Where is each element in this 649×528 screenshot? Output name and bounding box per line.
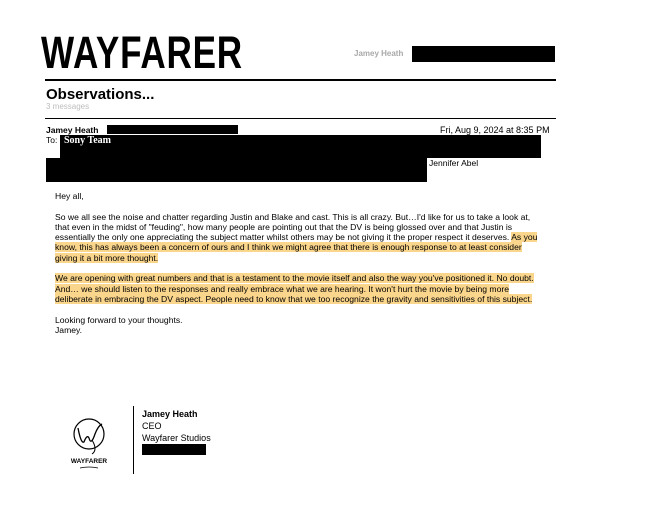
highlighted-text: As you know, this has always been a concern of ours and I think we might agree that there is enough response to at least consider giving it a bit more thought. — [55, 232, 538, 263]
highlighted-text: We are opening with great numbers and that is a testament to the movie itself and also the way you've positioned it. No doubt. And… we should listen to the responses and really embrace what we are hearing. It won't hurt the movie by being more deliberate in embracing the DV aspect. People need to know that we too recognize the gravity and sensitivities of this subject. — [55, 273, 534, 304]
redaction-block — [412, 46, 555, 62]
from-name: Jamey Heath — [46, 125, 99, 135]
signature-company: Wayfarer Studios — [142, 433, 211, 443]
closing — [55, 315, 545, 336]
signature-divider — [133, 406, 134, 474]
cc-recipient: Jennifer Abel — [429, 158, 479, 168]
paragraph-1 — [55, 212, 545, 263]
to-label: To: — [46, 135, 58, 145]
paragraph-2 — [55, 273, 545, 304]
wayfarer-logo: WAYFARER — [41, 27, 243, 78]
redaction-block — [142, 444, 206, 455]
signature-wordmark: WAYFARER — [70, 458, 108, 465]
redaction-block — [60, 135, 541, 158]
header-sender-name: Jamey Heath — [354, 49, 404, 58]
redaction-block — [107, 125, 238, 134]
wayfarer-emblem-icon — [62, 414, 116, 474]
email-date: Fri, Aug 9, 2024 at 8:35 PM — [440, 125, 550, 135]
email-subject: Observations... — [46, 86, 155, 103]
closing-name: Jamey. — [55, 324, 83, 335]
header-divider — [45, 79, 556, 81]
greeting: Hey all, — [55, 191, 84, 201]
to-recipient: Sony Team — [60, 135, 115, 146]
redaction-block — [46, 158, 427, 182]
closing-line: Looking forward to your thoughts. — [55, 314, 183, 325]
signature-name: Jamey Heath — [142, 409, 198, 419]
message-count: 3 messages — [46, 102, 90, 111]
subject-divider — [45, 118, 556, 119]
paragraph-1-text: So we all see the noise and chatter regarding Justin and Blake and cast. This is all crazy. But…I'd like for us to take a look at, that even in the midst of "feuding", how many people are pointing out that the DV is being glossed over and that Justin is essentially the only one appreciating the subject matter whilst others may be not giving it the proper respect it deserves. — [55, 211, 531, 243]
signature-title: CEO — [142, 421, 162, 431]
email-body — [55, 191, 545, 335]
